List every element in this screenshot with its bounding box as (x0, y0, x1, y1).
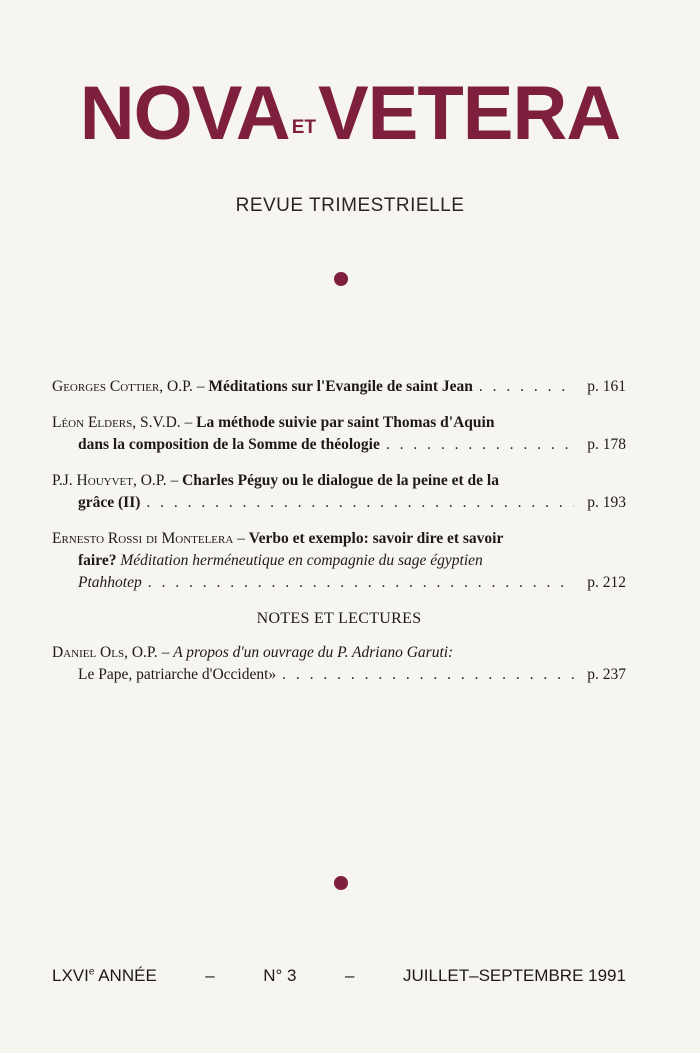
dot-leader (146, 492, 574, 514)
toc-page: p. 161 (587, 378, 626, 395)
journal-subtitle: REVUE TRIMESTRIELLE (235, 195, 465, 216)
toc-title: Méditations sur l'Evangile de saint Jean (208, 378, 473, 395)
title-et: ET (291, 117, 316, 138)
toc-entry-1 (52, 376, 626, 398)
dot-leader (282, 664, 574, 686)
toc-subtitle-cont: Ptahhotep (78, 574, 142, 591)
title-vetera: VETERA (317, 71, 621, 156)
dot-leader (479, 376, 574, 398)
notes-entry-1 (52, 642, 626, 686)
toc-page: p. 212 (587, 574, 626, 591)
journal-title (0, 72, 700, 156)
dot-leader (386, 434, 574, 456)
toc-author: Daniel Ols, O.P. (52, 644, 158, 661)
toc-entry-4 (52, 528, 626, 594)
title-nova: NOVA (79, 71, 290, 156)
toc-title: Charles Péguy ou le dialogue de la peine et de la (182, 472, 499, 489)
toc-title: La méthode suivie par saint Thomas d'Aquin (196, 414, 495, 431)
toc-title-cont: grâce (II) (78, 494, 141, 511)
volume-year: LXVIe ANNÉE (52, 966, 157, 985)
footer-dash-1: – (205, 966, 215, 985)
toc-dash: – (157, 644, 174, 661)
toc-title: A propos d'un ouvrage du P. Adriano Garuti: (173, 644, 454, 661)
toc-dash: – (192, 378, 209, 395)
dot-leader (148, 572, 574, 594)
issue-number: N° 3 (263, 966, 297, 985)
ornament-dot-top (334, 272, 348, 286)
toc-author: P.J. Houyvet, O.P. (52, 472, 167, 489)
footer-dash-2: – (345, 966, 355, 985)
toc-entry-2 (52, 412, 626, 456)
toc-author: Ernesto Rossi di Montelera (52, 530, 234, 547)
issue-period: JUILLET–SEPTEMBRE 1991 (402, 966, 626, 985)
toc-page: p. 178 (587, 436, 626, 453)
toc-page: p. 237 (587, 666, 626, 683)
toc-entry-3 (52, 470, 626, 514)
ornament-dot-bottom (334, 876, 348, 890)
toc-subtitle: Méditation herméneutique en compagnie du sage égyptien (116, 552, 483, 569)
issue-footer (52, 966, 626, 986)
toc-dash: – (166, 472, 183, 489)
toc-title: Verbo et exemplo: savoir dire et savoir (248, 530, 504, 547)
toc-dash: – (180, 414, 197, 431)
toc-title-cont: Le Pape, patriarche d'Occident» (78, 666, 277, 683)
toc-title-cont: dans la composition de la Somme de théologie (78, 436, 380, 453)
toc-author: Léon Elders, S.V.D. (52, 414, 181, 431)
toc-dash: – (233, 530, 249, 547)
table-of-contents (52, 376, 626, 700)
toc-page: p. 193 (587, 494, 626, 511)
toc-title-cont: faire? (78, 552, 117, 569)
toc-author: Georges Cottier, O.P. (52, 378, 193, 395)
section-heading-notes: NOTES ET LECTURES (256, 610, 422, 627)
